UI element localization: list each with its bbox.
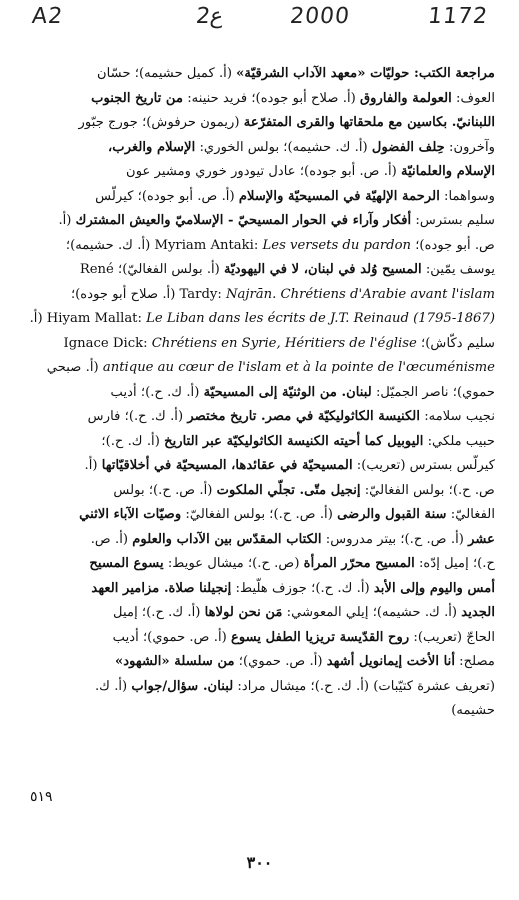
text-line: أمس واليوم وإلى الأبد (أ. ك. ح.)؛ جوزف هلّيط: إنجيلنا صلاة. مزامير العهد <box>91 580 495 596</box>
text-line: Tardy: Najrān. Chrétiens d'Arabie avant l'islam (أ. صلاح أبو جوده)؛ <box>70 286 495 302</box>
handwritten-year: 2000 <box>288 4 352 29</box>
text-line: ح.)؛ إميل إدّه: المسيح محرّر المرأة (ص. ح.)؛ ميشال عويط: يسوع المسيح <box>89 556 495 571</box>
text-line: مصلح: أنا الأخت إيمانويل أشهد (أ. ص. حموي)؛ من سلسلة «الشهود» <box>114 654 495 669</box>
handwritten-note-right: 1172 <box>426 4 490 29</box>
text-line: الفغاليّ: سنة القبول والرضى (أ. ص. ح.)؛ بولس الفغاليّ: وصيّات الآباء الاثني <box>79 507 495 522</box>
text-line: سليم بسترس: أفكار وآراء في الحوار المسيحيّ - الإسلاميّ والعيش المشترك (أ. <box>58 213 495 228</box>
page-end-marker: ٥١٩ <box>30 789 53 805</box>
handwritten-note-left: A2 <box>30 4 65 29</box>
text-line: ص. أبو جوده)؛ Myriam Antaki: Les versets du pardon (أ. ك. حشيمه)؛ <box>65 237 495 253</box>
text-line: مراجعة الكتب: حوليّات «معهد الآداب الشرقيّة» (أ. كميل حشيمه)؛ حسّان <box>96 66 495 81</box>
text-line: حموي)؛ ناصر الجميّل: لبنان. من الوثنيّة إلى المسيحيّة (أ. ك. ح.)؛ أديب <box>110 384 495 400</box>
text-line: نجيب سلامه: الكنيسة الكاثوليكيّة في مصر. تاريخ مختصر (أ. ك. ح.)؛ فارس <box>87 409 495 424</box>
text-line: عشر (أ. ص. ح.)؛ بيتر مدروس: الكتاب المقدّس بين الآداب والعلوم (أ. ص. <box>90 531 495 547</box>
handwritten-note-middle: 2ع <box>194 4 225 29</box>
text-line: (تعريف عشرة كتيّبات) (أ. ك. ح.)؛ ميشال مراد: لبنان. سؤال/جواب (أ. ك. <box>94 678 495 694</box>
text-line: الحاجّ (تعريب): روح القدّيسة تريزيا الطفل يسوع (أ. ص. حموي)؛ أديب <box>112 629 495 645</box>
text-line: حبيب ملكي: اليوبيل كما أحيته الكنيسة الكاثوليكيّة عبر التاريخ (أ. ك. ح.)؛ <box>101 433 495 449</box>
text-line: يوسف يمّين: المسيح وُلد في لبنان، لا في اليهوديّة (أ. بولس الفغاليّ)؛ René <box>79 262 495 277</box>
text-line: وآخرون: حِلف الفضول (أ. ك. حشيمه)؛ بولس الخوري: الإسلام والغرب، <box>108 139 495 155</box>
text-line: وسواهما: الرحمة الإلهيّة في المسيحيّة والإسلام (أ. ص. أبو جوده)؛ كيرلّس <box>95 188 495 204</box>
book-review-text-block <box>26 62 495 724</box>
text-line: سليم دكّاش)؛ Ignace Dick: Chrétiens en Syrie, Héritiers de l'église <box>63 335 495 351</box>
text-line: antique au cœur de l'islam et à la pointe de l'œcuménisme (أ. صبحي <box>46 360 495 375</box>
text-line: حشيمه) <box>451 703 495 718</box>
text-line: الإسلام والعلمانيّة (أ. ص. أبو جوده)؛ عادل تيودور خوري ومشير عون <box>126 164 495 179</box>
text-line: كيرلّس بسترس (تعريب): المسيحيّة في عقائدها، المسيحيّة في أخلاقيّاتها (أ. <box>84 458 495 473</box>
text-line: اللبنانيّ. بكاسين مع ملحقاتها والقرى المتفرّعة (ريمون حرفوش)؛ جورج جبّور <box>78 115 495 130</box>
text-line: ص. ح.)؛ بولس الفغاليّ: إنجيل متّى. تجلّي الملكوت (أ. ص. ح.)؛ بولس <box>113 482 495 498</box>
text-line: Hiyam Mallat: Le Liban dans les écrits de J.T. Reinaud (1795-1867) (أ. <box>29 311 495 326</box>
page-number: ٣٠٠ <box>246 853 273 872</box>
text-line: العوف: العولمة والفاروق (أ. صلاح أبو جوده)؛ فريد حنينه: من تاريخ الجنوب <box>91 90 495 106</box>
text-line: الجديد (أ. ك. حشيمه)؛ إيلي المعوشي: مَن نحن لولاها (أ. ك. ح.)؛ إميل <box>113 605 495 620</box>
